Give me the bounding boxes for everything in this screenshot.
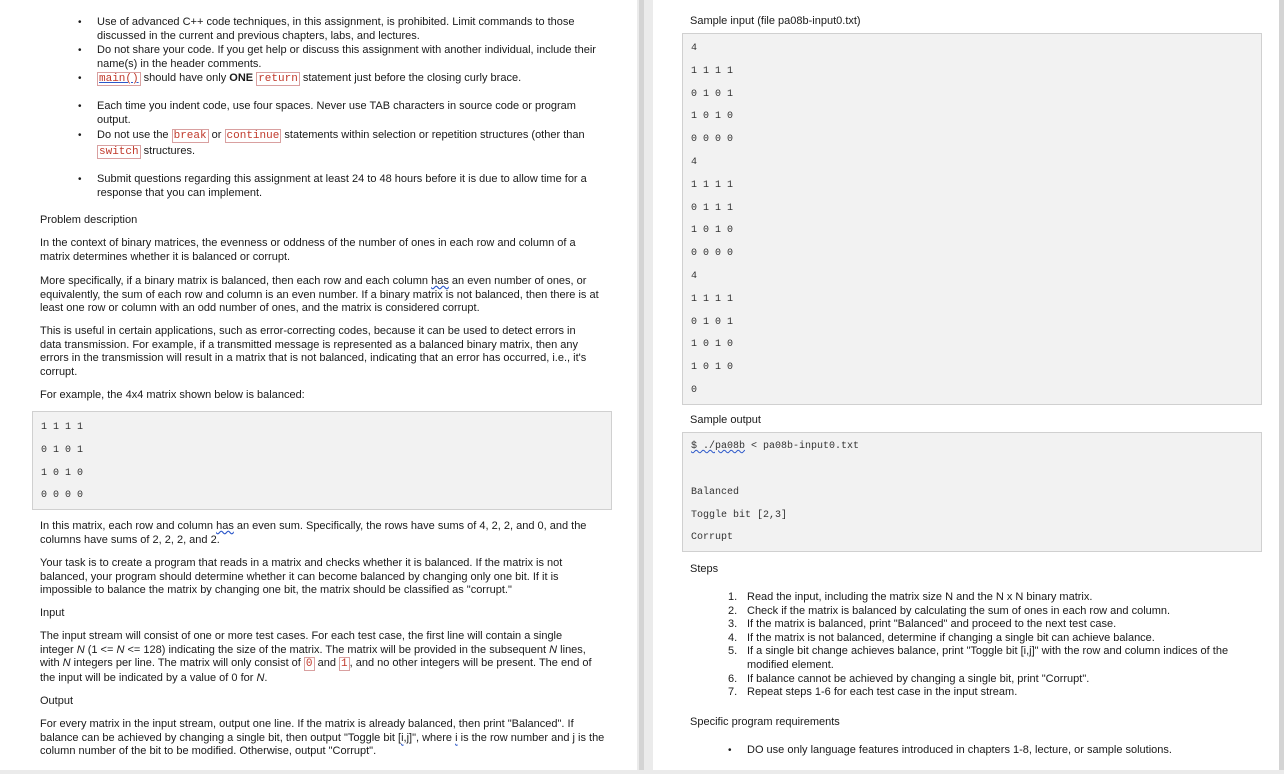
paragraph: In the context of binary matrices, the evenness or oddness of the number of ones in each row and column of a matrix determines whether it is balanced or corrupt.: [40, 237, 576, 263]
paragraph: This is useful in certain applications, such as error-correcting codes, because it can be used to detect errors in data transmission. For example, if a transmitted message is represented as a balanced binary matrix, then any errors in the transmission will result in a matrix that is not balanced, indicating that an error has occurred, i.e., it's corrupt.: [40, 325, 587, 378]
matrix-row: 1 1 1 1: [41, 422, 84, 433]
step-item: 7. Repeat steps 1-6 for each test case in the input stream.: [728, 686, 1018, 699]
code-return: return: [258, 73, 298, 86]
scrollbar-left[interactable]: [639, 0, 644, 770]
list-item: • DO use only language features introduced in chapters 1-8, lecture, or sample solutions.: [747, 744, 1257, 758]
example-matrix-box: [32, 411, 612, 510]
code-line: 0: [691, 385, 698, 396]
paragraph: More specifically, if a binary matrix is balanced, then each row and each column has an even number of ones, or equivalently, the sum of each row and column is an even number. If a binary matrix is not balanced, then there is at least one row or column with an odd number of ones, and the matrix is considered corrupt.: [40, 275, 599, 315]
paragraph: The input stream will consist of one or more test cases. For each test case, the first line will contain a single integer N (1 <= N <= 128) indicating the size of the matrix. The matrix will be provided in the subsequent N lines, with N integers per line. The matrix will only consist of 0 and 1 , and no other integers will be present. The end of the input will be indicated by a value of 0 for N.: [40, 630, 592, 684]
list-item: • Submit questions regarding this assignment at least 24 to 48 hours before it is due to allow time for a response that you can implement.: [97, 173, 607, 200]
step-item: 1. Read the input, including the matrix size N and the N x N binary matrix.: [728, 591, 1093, 603]
sample-input-heading: Sample input (file pa08b-input0.txt): [690, 15, 861, 27]
code-line: 1 1 1 1: [691, 294, 734, 305]
list-item: • Do not share your code. If you get help or discuss this assignment with another individual, include their name(s) in the header comments.: [97, 44, 597, 71]
code-line: 0 0 0 0: [691, 134, 734, 145]
code-line: 4: [691, 271, 698, 282]
list-item: • Each time you indent code, use four spaces. Never use TAB characters in source code or program output.: [97, 100, 597, 127]
code-line: 0 1 0 1: [691, 89, 734, 100]
code-line: 0 1 1 1: [691, 203, 734, 214]
matrix-row: 0 0 0 0: [41, 490, 84, 501]
scrollbar-right[interactable]: [1279, 0, 1284, 770]
code-line: 0 1 0 1: [691, 317, 734, 328]
output-line: Toggle bit [2,3]: [691, 510, 788, 521]
matrix-row: 0 1 0 1: [41, 445, 84, 456]
output-line: Corrupt: [691, 532, 734, 543]
matrix-row: 1 0 1 0: [41, 468, 84, 479]
page-left: [0, 0, 637, 770]
code-continue: continue: [226, 130, 280, 143]
output-line: Balanced: [691, 487, 740, 498]
code-line: 1 0 1 0: [691, 111, 734, 122]
paragraph: For example, the 4x4 matrix shown below is balanced:: [40, 389, 305, 401]
code-break: break: [173, 130, 207, 143]
code-zero: 0: [305, 658, 313, 671]
sample-output-box: [682, 432, 1262, 552]
requirements-heading: Specific program requirements: [690, 716, 840, 728]
input-heading: Input: [40, 607, 65, 619]
rules-list-mid: [97, 100, 597, 160]
step-item: 2. Check if the matrix is balanced by calculating the sum of ones in each row and column.: [728, 604, 1171, 617]
code-line: 1 0 1 0: [691, 225, 734, 236]
sample-output-heading: Sample output: [690, 414, 761, 426]
paragraph: In this matrix, each row and column has an even sum. Specifically, the rows have sums of 4, 2, 2, and 0, and the columns have sums of 2, 2, 2, and 2.: [40, 520, 587, 546]
list-item: • Do not use the break or continue statements within selection or repetition structures (other than switch structures.: [97, 128, 597, 160]
steps-heading: Steps: [690, 563, 719, 575]
code-line: 0 0 0 0: [691, 248, 734, 259]
code-line: 4: [691, 157, 698, 168]
step-item: 5. If a single bit change achieves balance, print "Toggle bit [i,j]" with the row and column indices of the modified element.: [728, 645, 1229, 671]
command-line: $ ./pa08b < pa08b-input0.txt: [691, 441, 860, 452]
paragraph: Your task is to create a program that reads in a matrix and checks whether it is balanced. If the matrix is not balanced, your program should determine whether it can become balanced by changing only one bit. If it is impossible to balance the matrix by changing one bit, the matrix should be classified as "corrupt.": [40, 557, 563, 597]
code-line: 1 1 1 1: [691, 180, 734, 191]
code-line: 1 0 1 0: [691, 339, 734, 350]
code-line: 1 1 1 1: [691, 66, 734, 77]
rules-list-bottom: [97, 173, 607, 200]
paragraph: For every matrix in the input stream, output one line. If the matrix is already balanced, then print "Balanced". If balance can be achieved by changing a single bit, then output "Toggle bit [i,j]", where i is the row number and j is the column number of the bit to be modified. Otherwise, output "Corrupt".: [40, 718, 605, 758]
step-item: 6. If balance cannot be achieved by changing a single bit, print "Corrupt".: [728, 672, 1090, 685]
sample-input-box: [682, 33, 1262, 405]
list-item: • Use of advanced C++ code techniques, in this assignment, is prohibited. Limit commands to those discussed in the current and previous chapters, labs, and lectures.: [97, 16, 597, 43]
code-line: 4: [691, 43, 698, 54]
code-switch: switch: [99, 146, 139, 159]
code-main: main(): [99, 73, 139, 86]
rules-list-top: [97, 16, 597, 87]
step-item: 4. If the matrix is not balanced, determine if changing a single bit can achieve balance.: [728, 631, 1155, 644]
code-one: 1: [341, 658, 348, 671]
list-item: • main() should have only ONE return statement just before the closing curly brace.: [97, 72, 597, 87]
output-heading: Output: [40, 695, 74, 707]
code-line: 1 0 1 0: [691, 362, 734, 373]
problem-heading: Problem description: [40, 214, 138, 226]
requirements-list: [747, 744, 1257, 758]
page-right: [653, 0, 1284, 770]
step-item: 3. If the matrix is balanced, print "Balanced" and proceed to the next test case.: [728, 618, 1117, 631]
steps-list: [728, 591, 1257, 700]
